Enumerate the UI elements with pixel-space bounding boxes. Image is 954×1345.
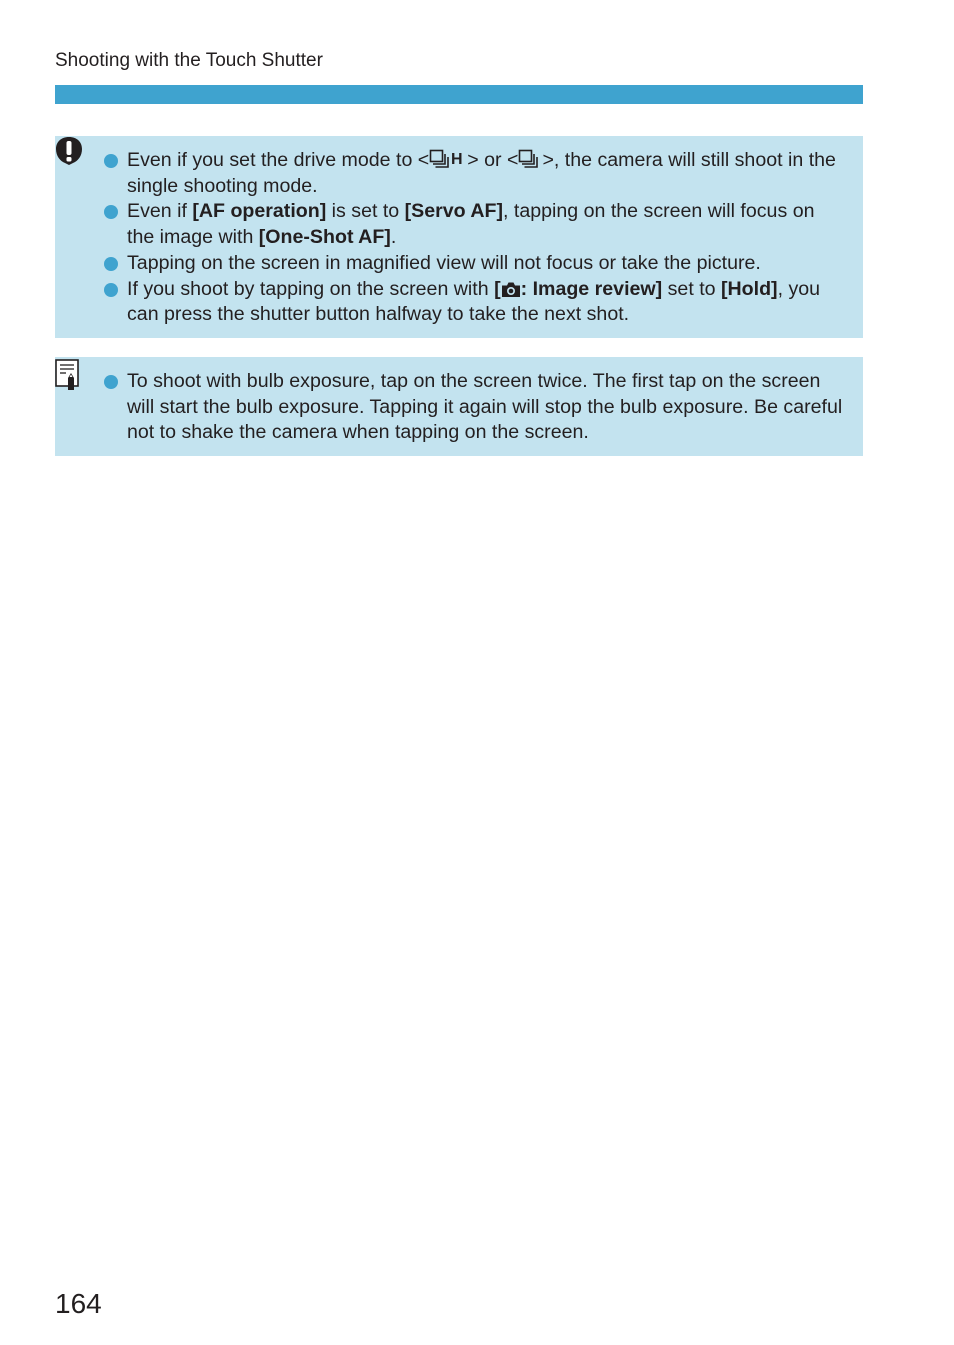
note-box [55,357,863,456]
menu-label-hold: [Hold] [721,277,778,300]
menu-label-bracket: [ [494,277,501,300]
page-number: 164 [55,1288,102,1319]
caution-text: , you can press the shutter button halfway to take the next shot. [127,277,821,326]
continuous-low-icon [518,149,542,169]
header-divider-bar [55,85,863,104]
page-header-title: Shooting with the Touch Shutter [55,50,323,71]
caution-item-magnified-view [103,251,843,277]
caution-list [103,148,843,328]
continuous-high-icon [429,149,467,169]
note-list [103,369,843,446]
caution-text: , tapping on the screen will focus on the image with [127,200,815,249]
caution-text: If you shoot by tapping on the screen with [127,277,495,300]
menu-label-image-review: : Image review] [520,277,663,300]
note-text: To shoot with bulb exposure, tap on the screen twice. The first tap on the screen will start the bulb exposure. Tapping it again will stop the bulb exposure. Be careful not to shake the camera when tapping on the screen. [127,370,843,444]
caution-item-af-operation [103,199,843,250]
caution-text: is set to [326,200,405,223]
bullet-icon [104,154,118,168]
menu-label-one-shot-af: [One-Shot AF] [258,226,391,249]
bullet-icon [104,283,118,297]
caution-text: set to [662,277,721,300]
caution-icon [55,136,83,166]
caution-text: Even if you set the drive mode to < [127,149,430,171]
svg-text:H: H [451,151,463,168]
caution-item-drive-mode [103,148,843,199]
menu-label-af-operation: [AF operation] [192,200,327,223]
caution-text: . [390,226,397,249]
bullet-icon [104,257,118,271]
caution-text: Tapping on the screen in magnified view will not focus or take the picture. [127,251,761,274]
caution-text: >, the camera will still shoot in the single shooting mode. [127,149,836,197]
caution-box [55,136,863,338]
bullet-icon [104,205,118,219]
caution-item-image-review [103,277,843,328]
caution-text: > or < [467,149,519,171]
caution-text: Even if [127,200,193,223]
note-item-bulb-exposure [103,369,843,446]
bullet-icon [104,375,118,389]
camera-icon [501,281,521,298]
note-pencil-icon [55,359,80,392]
menu-label-servo-af: [Servo AF] [404,200,503,223]
